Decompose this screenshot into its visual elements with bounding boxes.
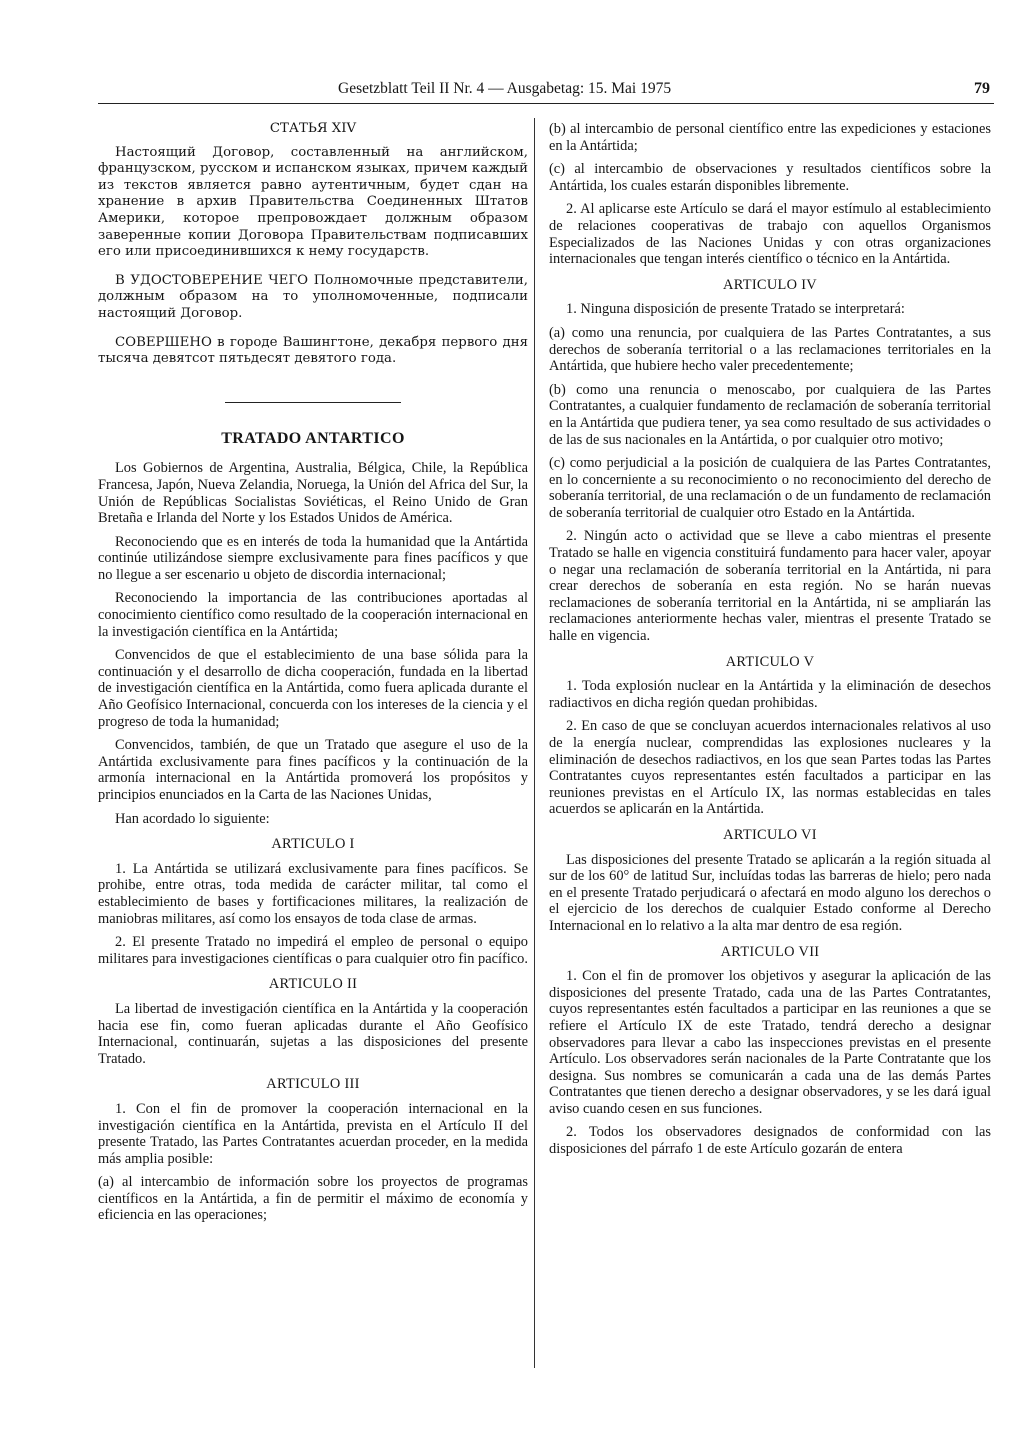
header-rule	[98, 103, 994, 104]
article-paragraph: 1. Con el fin de promover los objetivos y asegurar la aplicación de las disposiciones del presente Tratado, cada una de las Partes Contratantes, cuyos representantes estén facultados a participar en las reuniones a que se refiere el Artículo IX de este Tratado, tendrá derecho a designar observadores para llevar a cabo las inspecciones previstas en el presente Artículo. Los observadores serán nacionales de la Parte Contratante que los designa. Sus nombres se comunicarán a cada una de las demás Partes Contratantes que tienen derecho a designar observadores, y se les dará igual aviso cuando cesen en sus funciones.	[549, 968, 991, 1117]
header-title: Gesetzblatt Teil II Nr. 4 — Ausgabetag: 15. Mai 1975	[338, 80, 672, 97]
article-heading: ARTICULO IV	[723, 276, 817, 293]
article-paragraph: 2. Todos los observadores designados de conformidad con las disposiciones del párrafo 1 de este Artículo gozarán de entera	[549, 1124, 991, 1158]
article-clause: (b) como una renuncia o menoscabo, por cualquiera de las Partes Contratantes, a cualquier fundamento de reclamación de soberanía territorial en la Antártida que pudiera tener, ya sea como resultado de sus actividades o de las de sus nacionales en la Antártida, o por cualquier otro motivo;	[549, 381, 991, 448]
ru-paragraph: СОВЕРШЕНО в городе Вашингтоне, декабря первого дня тысяча девятсот пятьдесят девятого года.	[98, 334, 528, 367]
ru-article-heading: СТАТЬЯ XIV	[269, 121, 357, 136]
article-heading: ARTICULO II	[268, 976, 358, 993]
page-number: 79	[974, 80, 990, 97]
article-clause: (c) como perjudicial a la posición de cualquiera de las Partes Contratantes, en lo concerniente a su reconocimiento o no reconocimiento del derecho de soberanía territorial, de una reclamación o de un fundamento de reclamación de soberanía territorial de cualquier otro Estado en la Antártida.	[549, 455, 991, 521]
preamble-paragraph: Reconociendo que es en interés de toda la humanidad que la Antártida continúe utilizándose siempre exclusivamente para fines pacíficos y que no llegue a ser escenario u objeto de discordia internacional;	[98, 533, 528, 583]
article-heading: ARTICULO VII	[720, 943, 820, 960]
article-paragraph: 1. La Antártida se utilizará exclusivamente para fines pacíficos. Se prohibe, entre otras, toda medida de carácter militar, tal como el establecimiento de bases y fortificaciones militares, la realización de maniobras militares, así como los ensayos de toda clase de armas.	[98, 860, 528, 927]
article-clause: (a) como una renuncia, por cualquiera de las Partes Contratantes, a sus derechos de soberanía territorial o a las reclamaciones territoriales en la Antártida, que hubiere hecho valer precedentemente;	[549, 324, 991, 375]
article-paragraph: 1. Con el fin de promover la cooperación internacional en la investigación científica en la Antártida, prevista en el Artículo II del presente Tratado, las Partes Contratantes acuerdan proceder, en la medida más amplia posible:	[98, 1100, 528, 1167]
article-heading: ARTICULO I	[271, 836, 355, 853]
preamble-paragraph: Convencidos de que el establecimiento de una base sólida para la continuación y el desarrollo de dicha cooperación, fundada en la libertad de investigación científica en la Antártida, como fuera aplicada durante el Año Geofísico Internacional, concuerda con los intereses de la ciencia y el progreso de toda la humanidad;	[98, 647, 528, 730]
article-paragraph: 2. Ningún acto o actividad que se lleve a cabo mientras el presente Tratado se halle en vigencia constituirá fundamento para hacer valer, apoyar o negar una reclamación de soberanía territorial en la Antártida, ni para crear derechos de soberanía en esta región. No se harán nuevas reclamaciones de soberanía territorial en la Antártida, ni se ampliarán las reclamaciones anteriormente hechas valer, mientras el presente Tratado se halle en vigencia.	[549, 528, 991, 645]
article-heading: ARTICULO V	[725, 653, 815, 670]
article-paragraph: Las disposiciones del presente Tratado se aplicarán a la región situada al sur de los 60° de latitud Sur, incluídas todas las barreras de hielo; pero nada en el presente Tratado perjudicará o afectará en modo alguno los derechos o el ejercicio de los derechos de cualquier Estado conforme al Derecho Internacional en lo relativo a la alta mar dentro de esa región.	[549, 851, 991, 934]
treaty-title: TRATADO ANTARTICO	[221, 429, 405, 447]
section-separator	[225, 402, 401, 403]
ru-paragraph: Настоящий Договор, составленный на английском, французском, русском и испанском языках, причем каждый из текстов является равно аутентичным, будет сдан на хранение в архив Правительства Соединенных Штатов Америки, которое препровождает должным образом заверенные копии Договора Правительствам подписавших его или присоединившихся к нему государств.	[98, 144, 528, 260]
article-paragraph: 2. En caso de que se concluyan acuerdos internacionales relativos al uso de la energía nuclear, comprendidas las explosiones nucleares y la eliminación de desechos radiactivos, en los que sean Partes todas las Partes Contratantes cuyos representantes estén facultados a participar en las reuniones previstas en el Artículo IX, las normas establecidas en tales acuerdos se aplicarán en la Antártida.	[549, 718, 991, 818]
article-paragraph: 2. El presente Tratado no impedirá el empleo de personal o equipo militares para investigaciones científicas o para cualquier otro fin pacífico.	[98, 934, 528, 967]
right-column	[549, 121, 991, 1165]
article-clause: (a) al intercambio de información sobre los proyectos de programas científicos en la Antártida, a fin de permitir el máximo de economía y eficiencia en las operaciones;	[98, 1174, 528, 1224]
article-clause: (c) al intercambio de observaciones y resultados científicos sobre la Antártida, los cuales estarán disponibles libremente.	[549, 161, 991, 194]
left-column	[98, 121, 528, 1231]
preamble-paragraph: Los Gobiernos de Argentina, Australia, Bélgica, Chile, la República Francesa, Japón, Nueva Zelandia, Noruega, la Unión del Africa del Sur, la Unión de Repúblicas Socialistas Soviéticas, el Reino Unido de Gran Bretaña e Irlanda del Norte y los Estados Unidos de América.	[98, 460, 528, 527]
article-paragraph: 1. Toda explosión nuclear en la Antártida y la eliminación de desechos radiactivos en dicha región quedan prohibidas.	[549, 678, 991, 711]
preamble-paragraph: Han acordado lo siguiente:	[115, 810, 270, 827]
article-heading: ARTICULO VI	[723, 826, 817, 843]
column-divider	[534, 118, 535, 1368]
ru-paragraph: В УДОСТОВЕРЕНИЕ ЧЕГО Полномочные представители, должным образом на то уполномоченные, подписали настоящий Договор.	[98, 272, 528, 321]
page-header	[338, 80, 990, 102]
preamble-paragraph: Reconociendo la importancia de las contribuciones aportadas al conocimiento científico como resultado de la cooperación internacional en la investigación científica en la Antártida;	[98, 590, 528, 640]
article-paragraph: 2. Al aplicarse este Artículo se dará el mayor estímulo al establecimiento de relaciones cooperativas de trabajo con aquellos Organismos Especializados de las Naciones Unidas y con otras organizaciones internacionales que tengan interés científico o técnico en la Antártida.	[549, 201, 991, 268]
article-clause: (b) al intercambio de personal científico entre las expediciones y estaciones en la Antártida;	[549, 121, 991, 154]
article-heading: ARTICULO III	[266, 1076, 360, 1093]
preamble-paragraph: Convencidos, también, de que un Tratado que asegure el uso de la Antártida exclusivamente para fines pacíficos y la continuación de la armonía internacional en la Antártida promoverá los propósitos y principios enunciados en la Carta de las Naciones Unidas,	[98, 737, 528, 803]
article-paragraph: 1. Ninguna disposición de presente Tratado se interpretará:	[566, 301, 905, 318]
article-paragraph: La libertad de investigación científica en la Antártida y la cooperación hacia ese fin, como fueran aplicadas durante el Año Geofísico Internacional, continuarán, sujetas a las disposiciones del presente Tratado.	[98, 1000, 528, 1067]
